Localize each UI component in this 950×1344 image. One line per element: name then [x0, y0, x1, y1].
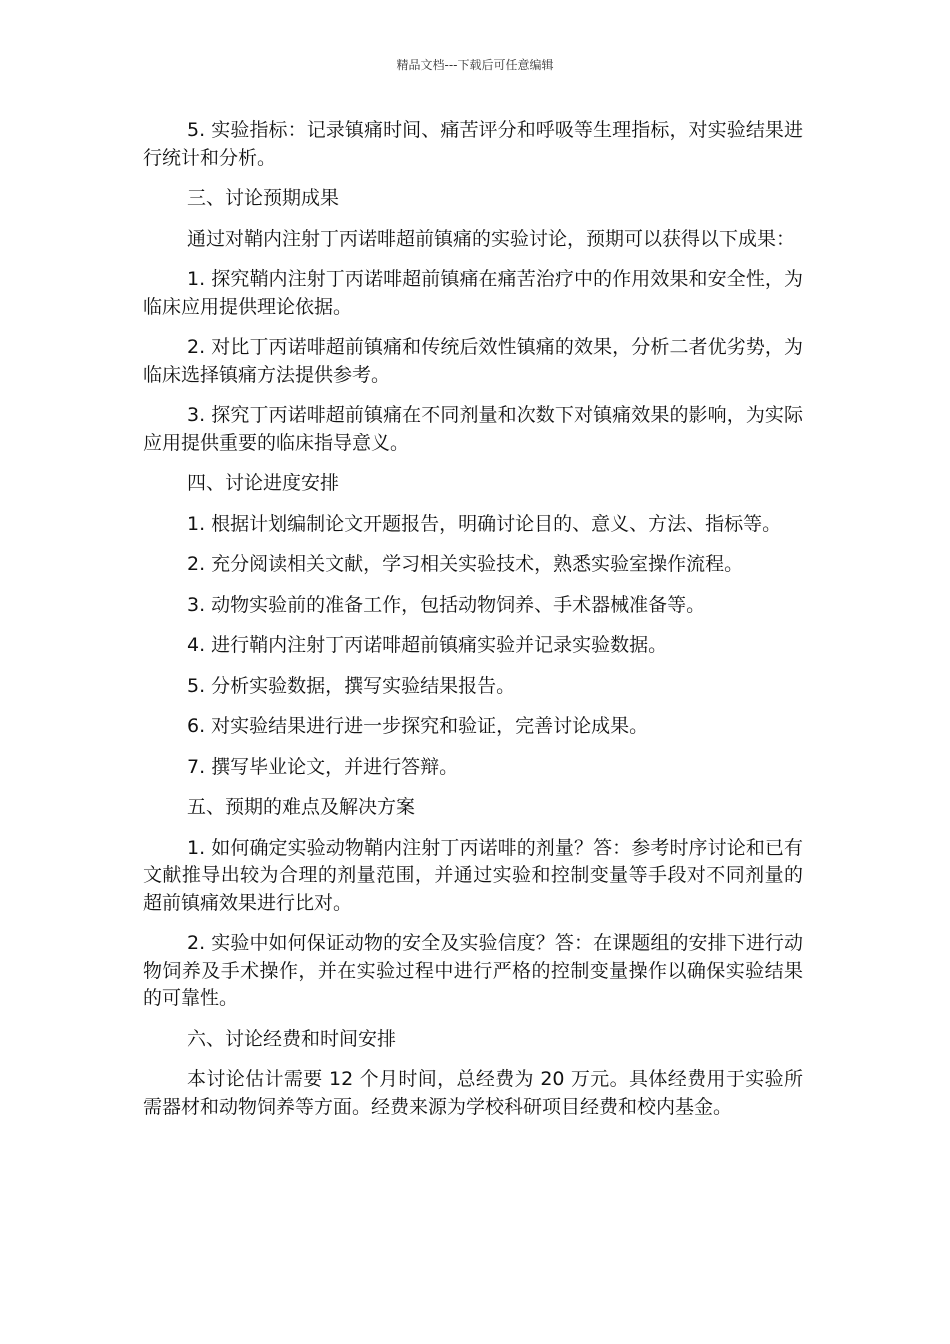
paragraph-schedule-2: 2. 充分阅读相关文献，学习相关实验技术，熟悉实验室操作流程。 — [187, 553, 744, 575]
paragraph-schedule-6: 6. 对实验结果进行进一步探究和验证，完善讨论成果。 — [187, 715, 649, 737]
paragraph-budget: 本讨论估计需要 12 个月时间，总经费为 20 万元。具体经费用于实验所需器材和动物饲养等方面。经费来源为学校科研项目经费和校内基金。 — [143, 1068, 803, 1118]
paragraph-expected-1: 1. 探究鞘内注射丁丙诺啡超前镇痛在痛苦治疗中的作用效果和安全性，为临床应用提供理论依据。 — [143, 268, 803, 318]
paragraph-schedule-7: 7. 撰写毕业论文，并进行答辩。 — [187, 755, 459, 778]
section-heading-expected-results: 三、讨论预期成果 — [187, 187, 340, 209]
paragraph-indicators: 5. 实验指标：记录镇痛时间、痛苦评分和呼吸等生理指标，对实验结果进行统计和分析。 — [143, 119, 803, 169]
paragraph-expected-2: 2. 对比丁丙诺啡超前镇痛和传统后效性镇痛的效果，分析二者优劣势，为临床选择镇痛方法提供参考。 — [143, 336, 803, 386]
paragraph-schedule-5: 5. 分析实验数据，撰写实验结果报告。 — [187, 674, 516, 697]
document-body — [143, 117, 803, 1134]
section-heading-budget: 六、讨论经费和时间安排 — [187, 1027, 397, 1050]
paragraph-difficulty-1: 1. 如何确定实验动物鞘内注射丁丙诺啡的剂量？答：参考时序讨论和已有文献推导出较为合理的剂量范围，并通过实验和控制变量等手段对不同剂量的超前镇痛效果进行比对。 — [143, 836, 803, 914]
paragraph-schedule-3: 3. 动物实验前的准备工作，包括动物饲养、手术器械准备等。 — [187, 593, 706, 616]
section-heading-schedule: 四、讨论进度安排 — [187, 472, 340, 494]
paragraph-expected-intro: 通过对鞘内注射丁丙诺啡超前镇痛的实验讨论，预期可以获得以下成果： — [187, 227, 796, 250]
paragraph-difficulty-2: 2. 实验中如何保证动物的安全及实验信度？答：在课题组的安排下进行动物饲养及手术操作，并在实验过程中进行严格的控制变量操作以确保实验结果的可靠性。 — [143, 932, 803, 1009]
page-header: 精品文档---下载后可任意编辑 — [396, 58, 554, 72]
section-heading-difficulties: 五、预期的难点及解决方案 — [187, 796, 416, 818]
paragraph-expected-3: 3. 探究丁丙诺啡超前镇痛在不同剂量和次数下对镇痛效果的影响，为实际应用提供重要的临床指导意义。 — [143, 404, 803, 454]
paragraph-schedule-4: 4. 进行鞘内注射丁丙诺啡超前镇痛实验并记录实验数据。 — [187, 634, 668, 656]
paragraph-schedule-1: 1. 根据计划编制论文开题报告，明确讨论目的、意义、方法、指标等。 — [187, 512, 782, 535]
